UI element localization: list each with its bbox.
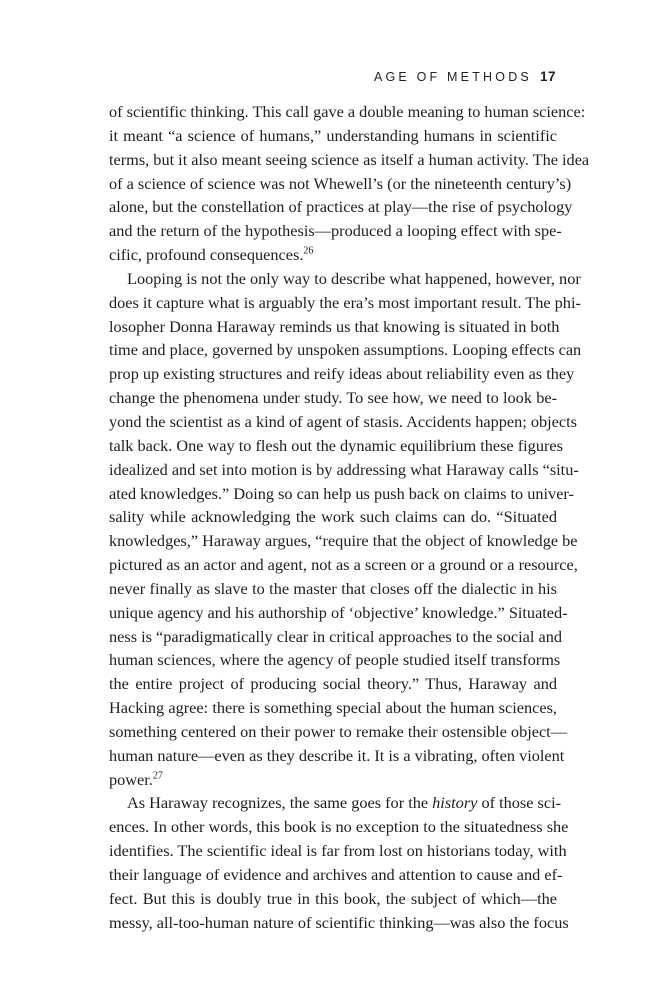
text-line: something centered on their power to remake their ostensible object—	[109, 721, 567, 741]
text-line: does it capture what is arguably the era’s most important result. The phi-	[109, 292, 581, 312]
text-line: fect. But this is doubly true in this book, the subject of which—the	[109, 888, 557, 908]
text-line: never finally as slave to the master that closes off the dialectic in his	[109, 578, 557, 598]
footnote-marker[interactable]: 26	[303, 245, 314, 257]
text-line: knowledges,” Haraway argues, “require that the object of knowledge be	[109, 531, 578, 551]
text-line: it meant “a science of humans,” understanding humans in scientific	[109, 125, 557, 145]
text-line: time and place, governed by unspoken assumptions. Looping effects can	[109, 340, 582, 360]
emphasis-text: history	[432, 793, 478, 813]
text-line-content: power.	[109, 769, 153, 789]
text-line: prop up existing structures and reify ideas about reliability even as they	[109, 364, 575, 384]
text-line: their language of evidence and archives and attention to cause and ef-	[109, 865, 563, 884]
text-line: Hacking agree: there is something special about the human sciences,	[109, 698, 557, 718]
paragraph	[109, 267, 582, 792]
paragraph	[109, 791, 569, 934]
text-line: losopher Donna Haraway reminds us that knowing is situated in both	[109, 316, 560, 336]
text-line: identifies. The scientific ideal is far from lost on historians today, with	[109, 841, 567, 861]
text-line	[109, 243, 557, 267]
text-line: human nature—even as they describe it. It is a vibrating, often violent	[109, 745, 565, 765]
text-line: alone, but the constellation of practices at play—the rise of psychology	[109, 197, 573, 217]
text-run: of those sci-	[477, 793, 562, 813]
text-line: of a science of science was not Whewell’s (or the nineteenth century’s)	[109, 173, 572, 193]
text-line	[109, 791, 562, 815]
text-line: yond the scientist as a kind of agent of stasis. Accidents happen; objects	[109, 411, 577, 431]
text-line: talk back. One way to flesh out the dynamic equilibrium these figures	[109, 435, 563, 455]
text-line: messy, all-too-human nature of scientific thinking—was also the focus	[109, 912, 569, 932]
text-line: ness is “paradigmatically clear in critical approaches to the social and	[109, 626, 562, 646]
page-body	[109, 100, 590, 935]
text-line: idealized and set into motion is by addressing what Haraway calls “situ-	[109, 459, 579, 479]
page-number: 17	[539, 69, 556, 84]
footnote-marker[interactable]: 27	[152, 770, 163, 782]
text-line: Looping is not the only way to describe what happened, however, nor	[127, 268, 581, 288]
text-line: sality while acknowledging the work such claims can do. “Situated	[109, 507, 557, 527]
text-line: and the return of the hypothesis—produced a looping effect with spe-	[109, 221, 562, 241]
text-run: As Haraway recognizes, the same goes for the	[127, 793, 433, 813]
text-line: of scientific thinking. This call gave a double meaning to human science:	[109, 102, 586, 121]
running-head	[374, 69, 556, 84]
text-line: ated knowledges.” Doing so can help us push back on claims to univer-	[109, 483, 574, 503]
text-line: change the phenomena under study. To see how, we need to look be-	[109, 388, 557, 408]
text-line: the entire project of producing social theory.” Thus, Haraway and	[109, 674, 557, 694]
text-line	[109, 768, 557, 792]
text-line-content: cific, profound consequences.	[109, 245, 304, 265]
paragraph	[109, 100, 590, 267]
text-line: ences. In other words, this book is no exception to the situatedness she	[109, 817, 569, 837]
running-head-title: AGE OF METHODS	[373, 70, 532, 84]
text-line: human sciences, where the agency of people studied itself transforms	[109, 650, 561, 670]
text-line: terms, but it also meant seeing science as itself a human activity. The idea	[109, 149, 590, 169]
text-line: pictured as an actor and agent, not as a screen or a ground or a resource,	[109, 555, 578, 575]
text-line: unique agency and his authorship of ‘objective’ knowledge.” Situated-	[109, 602, 568, 622]
